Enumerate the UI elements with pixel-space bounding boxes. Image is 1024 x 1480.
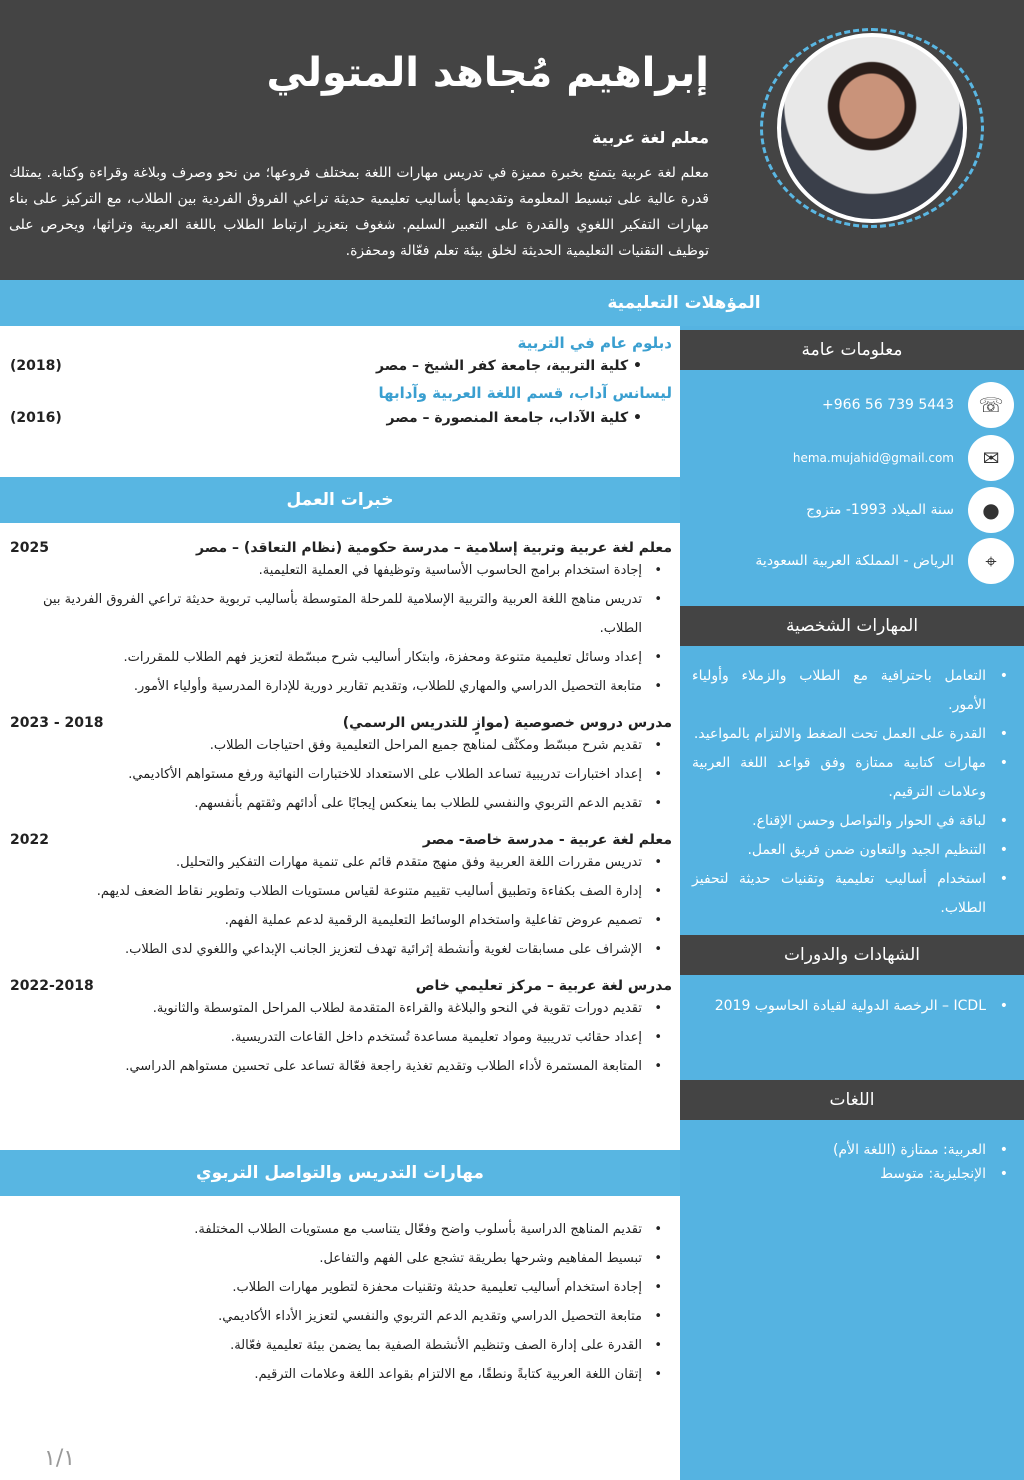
list-item: • تقديم دورات تقوية في النحو والبلاغة والقراءة المتقدمة لطلاب المراحل المتوسطة والثانوية. <box>10 994 672 1023</box>
job-year: 2025 <box>10 540 49 556</box>
experience-section <box>10 540 672 1081</box>
teaching-skills-heading: مهارات التدريس والتواصل التربوي <box>196 1163 484 1183</box>
list-item: • المتابعة المستمرة لأداء الطلاب وتقديم تغذية راجعة فعّالة تساعد على تحسين مستواهم الدراسي. <box>10 1052 672 1081</box>
list-item: • التنظيم الجيد والتعاون ضمن فريق العمل. <box>692 836 1012 865</box>
list-item: • الإشراف على مسابقات لغوية وأنشطة إثرائية تهدف لتعزيز الجانب الإبداعي واللغوي لدى الطلاب. <box>10 935 672 964</box>
list-item: • إتقان اللغة العربية كتابةً ونطقًا، مع الالتزام بقواعد اللغة وعلامات الترقيم. <box>10 1360 672 1389</box>
envelope-icon: ✉ <box>968 435 1014 481</box>
candidate-name: إبراهيم مُجاهد المتولي <box>266 50 709 96</box>
education-row <box>10 410 672 426</box>
list-item: • إعداد حقائب تدريبية ومواد تعليمية مساعدة تُستخدم داخل القاعات التدريسية. <box>10 1023 672 1052</box>
phone-row <box>684 382 1014 428</box>
email-text: hema.mujahid@gmail.com <box>792 451 954 465</box>
sidebar <box>680 326 1024 1480</box>
list-item: • مهارات كتابية ممتازة وفق قواعد اللغة العربية وعلامات الترقيم. <box>692 749 1012 807</box>
job-title: معلم لغة عربية <box>591 128 709 147</box>
job-entry <box>10 832 672 964</box>
list-item: • تقديم المناهج الدراسية بأسلوب واضح وفعّال يتناسب مع مستويات الطلاب المختلفة. <box>10 1215 672 1244</box>
certificates-list <box>692 992 1012 1021</box>
languages-heading: اللغات <box>680 1080 1024 1120</box>
job-title: معلم لغة عربية - مدرسة خاصة- مصر <box>422 832 672 848</box>
list-item: • استخدام أساليب تعليمية وتقنيات حديثة لتحفيز الطلاب. <box>692 865 1012 923</box>
list-item: • متابعة التحصيل الدراسي وتقديم الدعم التربوي والنفسي لتعزيز الأداء الأكاديمي. <box>10 1302 672 1331</box>
location-pin-icon: ⌖ <box>968 538 1014 584</box>
list-item: • إعداد اختبارات تدريبية تساعد الطلاب على الاستعداد للاختبارات النهائية ورفع مستواهم الأكاديمي. <box>10 760 672 789</box>
list-item: • تصميم عروض تفاعلية واستخدام الوسائط التعليمية الرقمية لدعم عملية الفهم. <box>10 906 672 935</box>
list-item: • إعداد وسائل تعليمية متنوعة ومحفزة، وابتكار أساليب شرح مبسّطة لتعزيز فهم الطلاب للمقررات. <box>10 643 672 672</box>
top-section-bar <box>0 280 1024 326</box>
job-title: مدرس لغة عربية – مركز تعليمي خاص <box>415 978 672 994</box>
list-item: • تقديم شرح مبسّط ومكثّف لمناهج جميع المراحل التعليمية وفق احتياجات الطلاب. <box>10 731 672 760</box>
certificates-heading: الشهادات والدورات <box>680 935 1024 975</box>
list-item: • القدرة على إدارة الصف وتنظيم الأنشطة الصفية بما يضمن بيئة تعليمية فعّالة. <box>10 1331 672 1360</box>
profile-summary: معلم لغة عربية يتمتع بخبرة مميزة في تدريس مهارات اللغة بمختلف فروعها؛ من نحو وصرف وبلاغة وقراءة وكتابة. يمتلك قدرة عالية على تبسيط المعلومة وتقديمها بأساليب تعليمية حديثة تراعي الفروق الفردية بين الطلاب، مع التركيز على بناء مهارات التفكير اللغوي والقدرة على التعبير السليم. شغوف بتعزيز ارتباط الطلاب باللغة العربية وتراثها، ويحرص على توظيف التقنيات التعليمية الحديثة لخلق بيئة تعلم فعّالة ومحفزة. <box>9 165 709 259</box>
person-icon: ● <box>968 487 1014 533</box>
graduation-year: (2018) <box>10 358 62 374</box>
languages-list <box>692 1138 1012 1186</box>
job-year: 2022-2018 <box>10 978 94 994</box>
location-row <box>684 538 1014 584</box>
phone-text: +966 56 739 5443 <box>822 397 954 413</box>
personal-skills-list <box>692 662 1012 923</box>
general-info-heading: معلومات عامة <box>680 330 1024 370</box>
teaching-skills-list <box>10 1215 672 1389</box>
job-entry <box>10 978 672 1081</box>
experience-heading: خبرات العمل <box>286 490 394 510</box>
teaching-skills-bar <box>0 1150 680 1196</box>
list-item: • لباقة في الحوار والتواصل وحسن الإقناع. <box>692 807 1012 836</box>
list-item: • تدريس مناهج اللغة العربية والتربية الإسلامية للمرحلة المتوسطة بأساليب تربوية حديثة تراعي الفروق الفردية بين الطلاب. <box>10 585 672 643</box>
phone-icon: ☏ <box>968 382 1014 428</box>
personal-skills-heading: المهارات الشخصية <box>680 606 1024 646</box>
education-row <box>10 358 672 374</box>
degree-title: دبلوم عام في التربية <box>517 334 672 352</box>
degree-title: ليسانس آداب، قسم اللغة العربية وآدابها <box>378 384 672 402</box>
list-item: • إجادة استخدام أساليب تعليمية حديثة وتقنيات محفزة لتطوير مهارات الطلاب. <box>10 1273 672 1302</box>
list-item: • التعامل باحترافية مع الطلاب والزملاء وأولياء الأمور. <box>692 662 1012 720</box>
avatar <box>777 33 967 223</box>
list-item: • تقديم الدعم التربوي والنفسي للطلاب بما ينعكس إيجابًا على أدائهم وثقتهم بأنفسهم. <box>10 789 672 818</box>
job-title: معلم لغة عربية وتربية إسلامية – مدرسة حكومية (نظام التعاقد) – مصر <box>196 540 672 556</box>
list-item: • إدارة الصف بكفاءة وتطبيق أساليب تقييم متنوعة لقياس مستويات الطلاب وتطوير نقاط الضعف لديهم. <box>10 877 672 906</box>
job-entry <box>10 715 672 818</box>
education-section <box>10 334 672 426</box>
list-item: • إجادة استخدام برامج الحاسوب الأساسية وتوظيفها في العملية التعليمية. <box>10 556 672 585</box>
job-year: 2023 - 2018 <box>10 715 104 731</box>
experience-bar <box>0 477 680 523</box>
institution: • كلية التربية، جامعة كفر الشيخ – مصر <box>375 358 642 374</box>
birth-text: سنة الميلاد 1993- متزوج <box>806 502 954 518</box>
list-item: • الإنجليزية: متوسط <box>692 1162 1012 1186</box>
page-number: ١/١ <box>44 1446 76 1471</box>
list-item: • العربية: ممتازة (اللغة الأم) <box>692 1138 1012 1162</box>
location-text: الرياض - المملكة العربية السعودية <box>755 553 954 569</box>
list-item: • تبسيط المفاهيم وشرحها بطريقة تشجع على الفهم والتفاعل. <box>10 1244 672 1273</box>
job-title: مدرس دروس خصوصية (موازٍ للتدريس الرسمي) <box>342 715 672 731</box>
education-heading: المؤهلات التعليمية <box>607 293 761 313</box>
job-entry <box>10 540 672 701</box>
birth-row <box>684 487 1014 533</box>
list-item: • متابعة التحصيل الدراسي والمهاري للطلاب، وتقديم تقارير دورية للإدارة المدرسية وأولياء الأمور. <box>10 672 672 701</box>
list-item: • تدريس مقررات اللغة العربية وفق منهج متقدم قائم على تنمية مهارات التفكير والتحليل. <box>10 848 672 877</box>
institution: • كلية الآداب، جامعة المنصورة – مصر <box>386 410 642 426</box>
email-row <box>684 435 1014 481</box>
profile-photo <box>760 28 984 228</box>
job-year: 2022 <box>10 832 49 848</box>
list-item: • القدرة على العمل تحت الضغط والالتزام بالمواعيد. <box>692 720 1012 749</box>
graduation-year: (2016) <box>10 410 62 426</box>
list-item: • ICDL – الرخصة الدولية لقيادة الحاسوب 2019 <box>692 992 1012 1021</box>
